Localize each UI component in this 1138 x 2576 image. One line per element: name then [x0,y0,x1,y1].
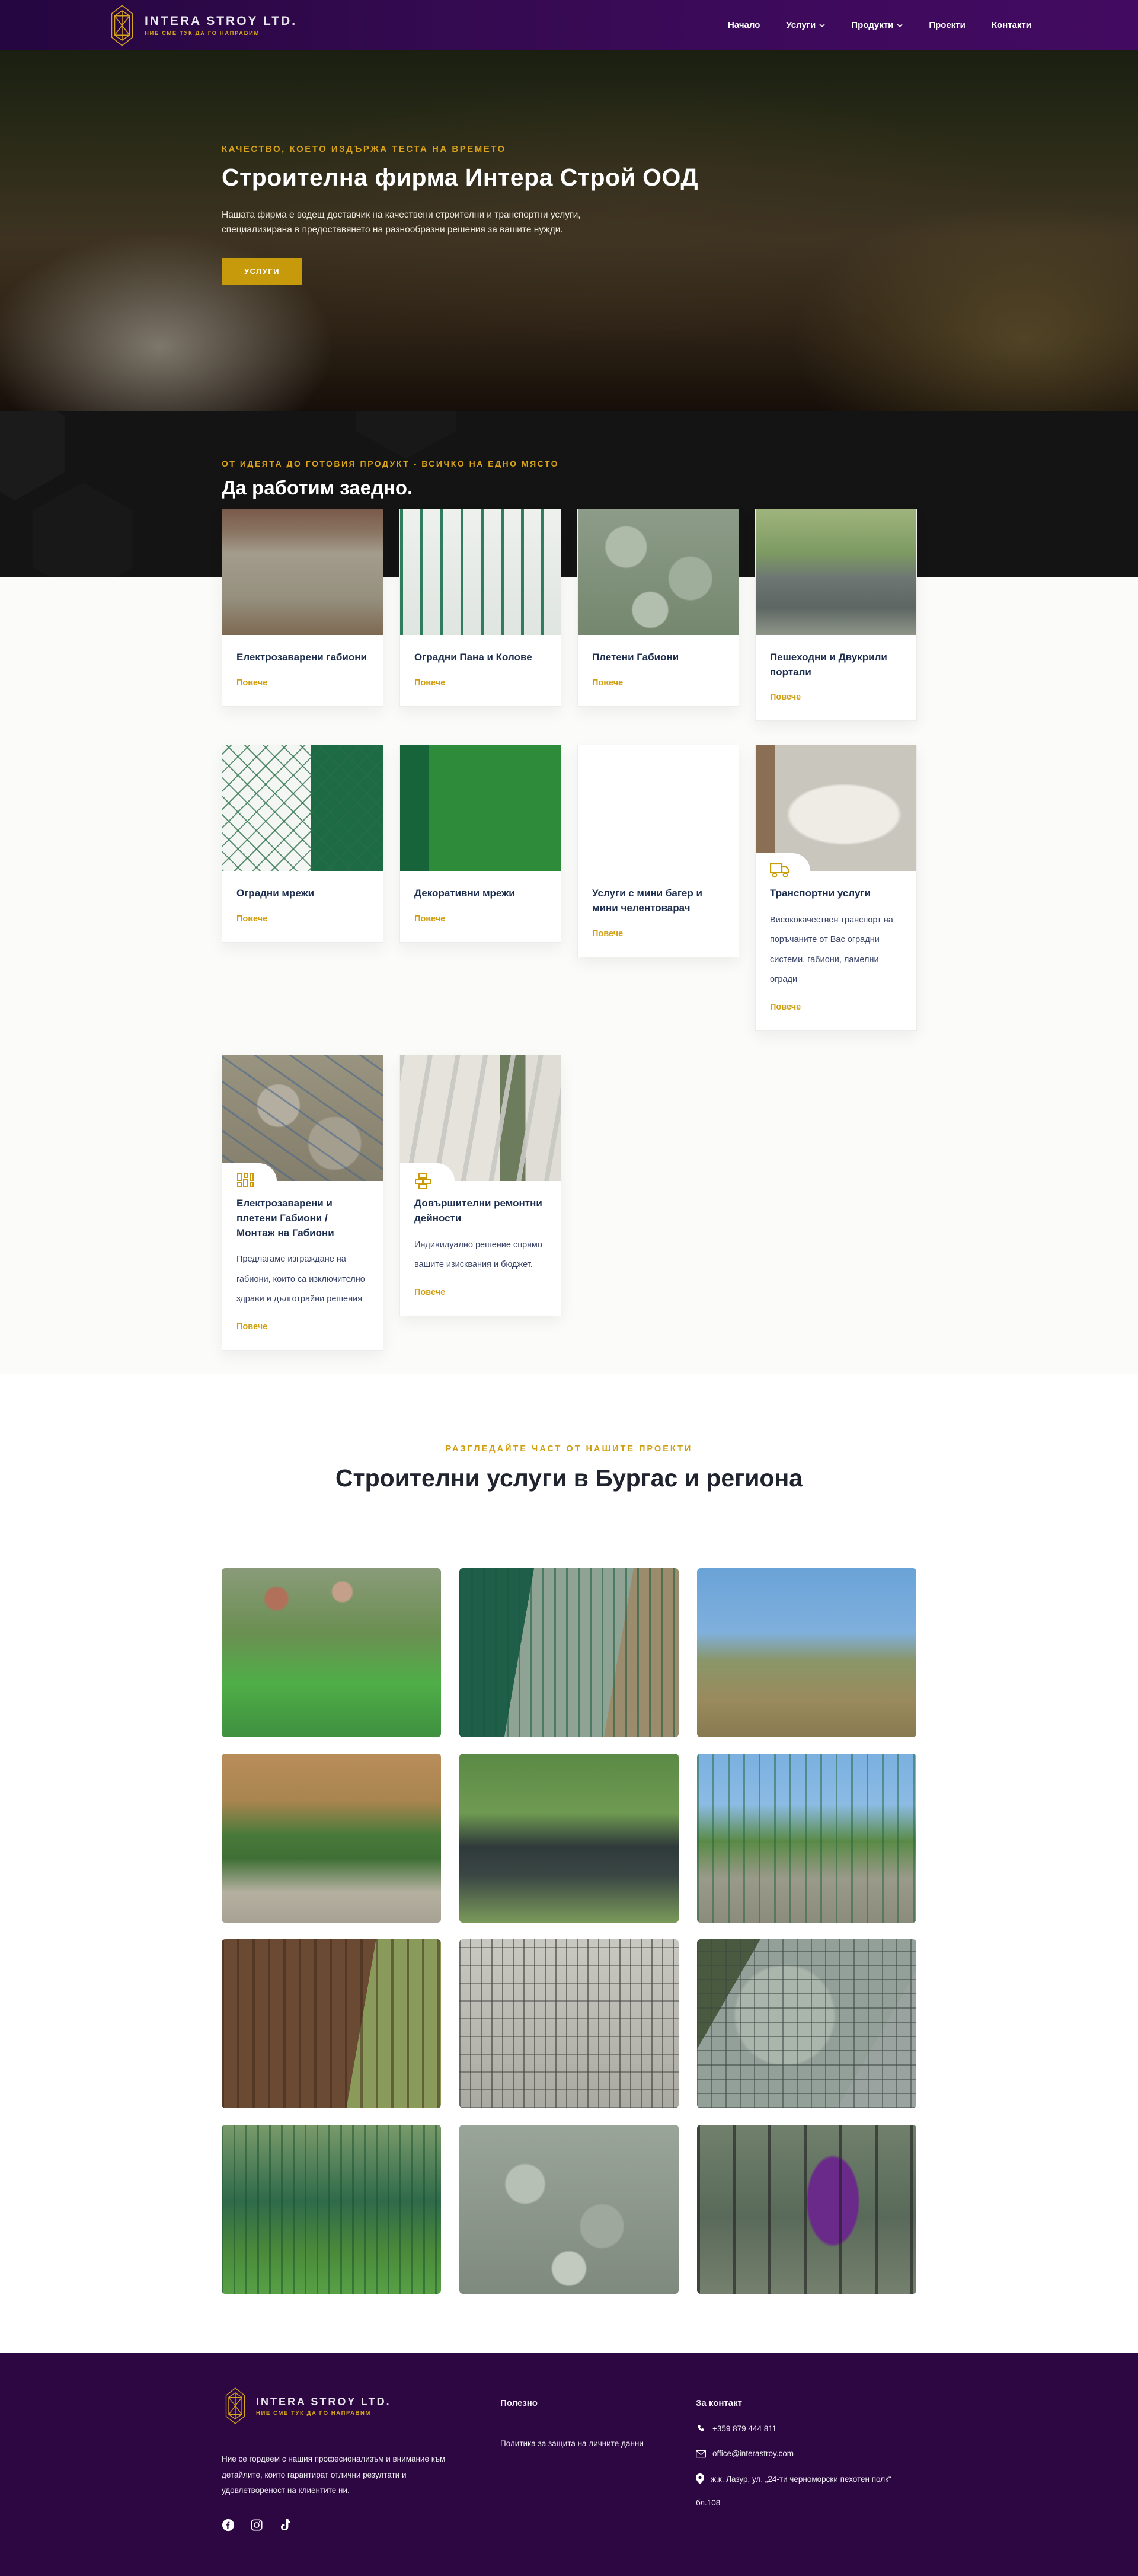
contact-email-row [696,2449,916,2458]
bricks-icon [414,1173,433,1189]
phone-icon [696,2424,706,2434]
services-grid [222,509,916,1351]
more-link[interactable]: Повече [236,678,268,688]
brand-name: INTERA STROY LTD. [145,14,298,28]
service-card-electro-gabions [222,509,383,707]
service-card-title: Транспортни услуги [770,888,871,899]
service-photo [578,745,739,871]
more-link[interactable]: Повече [592,678,624,688]
service-card-text: Висококачествен транспорт на поръчаните от Вас оградни системи, габиони, ламелни огради [770,915,893,984]
service-card-title: Електрозаварени и плетени Габиони / Монтаж на Габиони [236,1198,334,1238]
service-card-title: Пешеходни и Двукрили портали [770,652,887,678]
hero-section [0,50,1138,411]
truck-icon [770,863,790,878]
service-card-title: Услуги с мини багер и мини челентоварач [592,888,702,914]
service-card-renovation [399,1055,561,1316]
service-card-title: Оградни мрежи [236,888,315,899]
service-photo [756,745,916,871]
services-section [0,509,1138,1374]
hero-eyebrow: КАЧЕСТВО, КОЕТО ИЗДЪРЖА ТЕСТА НА ВРЕМЕТО [222,144,506,154]
service-photo [222,509,383,635]
project-photo-green-panels [459,1568,679,1737]
more-link[interactable]: Повече [414,1288,446,1298]
project-photo-wooden-house [222,1754,441,1923]
services-title: Да работим заедно. [222,477,413,499]
service-card-mini-excavator [577,745,739,957]
project-photo-mesh-panels [459,1939,679,2108]
email-link[interactable]: office@interastroy.com [712,2449,794,2459]
service-card-fence-mesh [222,745,383,943]
nav-item-contacts[interactable]: Контакти [991,20,1031,30]
facebook-icon[interactable] [222,2518,235,2534]
project-photo-lawn-mesh [222,2125,441,2294]
footer-logo[interactable] [222,2387,500,2424]
gem-logo-icon [222,2387,249,2424]
brand-tagline: НИЕ СМЕ ТУК ДА ГО НАПРАВИМ [145,30,260,37]
footer-contact-column [696,2387,916,2534]
more-link[interactable]: Повече [236,1322,268,1332]
service-card-transport [755,745,917,1031]
service-photo [400,1055,561,1181]
project-photo-gabion-closeup [459,2125,679,2294]
gem-logo-icon [107,5,138,46]
service-card-fence-panels [399,509,561,707]
service-card-title: Декоративни мрежи [414,888,515,899]
more-link[interactable]: Повече [770,1003,801,1013]
project-photo-structure-banner [697,2125,916,2294]
phone-link[interactable]: +359 879 444 811 [712,2424,777,2434]
project-photo-aerial-yard [222,1568,441,1737]
more-link[interactable]: Повече [414,914,446,924]
main-nav [728,20,1031,30]
service-photo [222,745,383,871]
service-card-title: Оградни Пана и Колове [414,652,532,663]
address-text: ж.к. Лазур, ул. „24-ти черноморски пехотен полк“ [711,2474,891,2484]
site-footer [0,2353,1138,2576]
brand-logo[interactable] [107,5,297,46]
privacy-policy-link[interactable]: Политика за защита на личните данни [500,2439,644,2449]
tiktok-icon[interactable] [279,2518,290,2534]
service-photo [756,509,916,635]
projects-title: Строителни услуги в Бургас и региона [335,1464,803,1492]
services-cta-button[interactable]: УСЛУГИ [222,258,302,285]
chevron-down-icon [819,24,825,28]
service-card-title: Електрозаварени габиони [236,652,367,663]
service-photo [400,745,561,871]
service-card-title: Плетени Габиони [592,652,679,663]
social-links [222,2518,500,2534]
footer-brand-name: INTERA STROY LTD. [256,2395,391,2408]
footer-about-text: Ние се гордеем с нашия професионализъм и внимание към детайлите, които гарантират отлични резултати и удовлетвореност на клиентите ни. [222,2454,446,2495]
instagram-icon[interactable] [250,2518,263,2534]
projects-eyebrow: РАЗГЛЕДАЙТЕ ЧАСТ ОТ НАШИТЕ ПРОЕКТИ [445,1444,693,1454]
service-card-woven-gabions [577,509,739,707]
site-header [0,0,1138,50]
footer-useful-title: Полезно [500,2398,538,2409]
nav-item-projects[interactable]: Проекти [929,20,966,30]
hero-description: Нашата фирма е водещ доставчик на качествени строителни и транспортни услуги, специализирана в предоставянето на разнообразни решения за вашите нужди. [222,210,581,235]
hexagon-decoration [356,411,456,459]
more-link[interactable]: Повече [770,692,801,703]
contact-address-row [696,2473,916,2484]
footer-useful-column [500,2387,696,2534]
nav-item-home[interactable]: Начало [728,20,760,30]
project-photo-street-fence [697,1754,916,1923]
chevron-down-icon [897,24,903,28]
service-card-text: Предлагаме изграждане на габиони, които са изключително здрави и дълготрайни решения [236,1255,365,1304]
service-card-text: Индивидуално решение спрямо вашите изисквания и бюджет. [414,1240,542,1269]
project-photo-fence-posts [697,1568,916,1737]
service-photo [222,1055,383,1181]
location-pin-icon [696,2473,704,2484]
page-title: Строителна фирма Интера Строй ООД [222,164,699,191]
service-card-gabion-montage [222,1055,383,1351]
more-link[interactable]: Повече [592,928,624,939]
services-eyebrow: ОТ ИДЕЯТА ДО ГОТОВИЯ ПРОДУКТ - ВСИЧКО НА ЕДНО МЯСТО [222,459,560,468]
project-photo-gabion-basket [697,1939,916,2108]
gabion-icon [236,1173,254,1190]
hexagon-decoration [33,483,133,577]
service-photo [578,509,739,635]
contact-phone-row [696,2424,916,2434]
nav-item-services[interactable]: Услуги [786,20,825,30]
service-card-title: Довършителни ремонтни дейности [414,1198,542,1224]
service-photo [400,509,561,635]
projects-gallery [222,1568,916,2294]
projects-section [0,1374,1138,2353]
hexagon-decoration [0,411,65,500]
project-photo-wooden-gate [222,1939,441,2108]
footer-contact-title: За контакт [696,2398,742,2409]
address-block-number: бл.108 [696,2498,721,2508]
footer-brand-tagline: НИЕ СМЕ ТУК ДА ГО НАПРАВИМ [256,2409,371,2417]
footer-brand-column [222,2387,500,2534]
envelope-icon [696,2450,706,2458]
nav-item-products[interactable]: Продукти [851,20,903,30]
more-link[interactable]: Повече [414,678,446,688]
service-card-decorative-mesh [399,745,561,943]
project-photo-hedge-fence [459,1754,679,1923]
more-link[interactable]: Повече [236,914,268,924]
service-card-gates [755,509,917,721]
